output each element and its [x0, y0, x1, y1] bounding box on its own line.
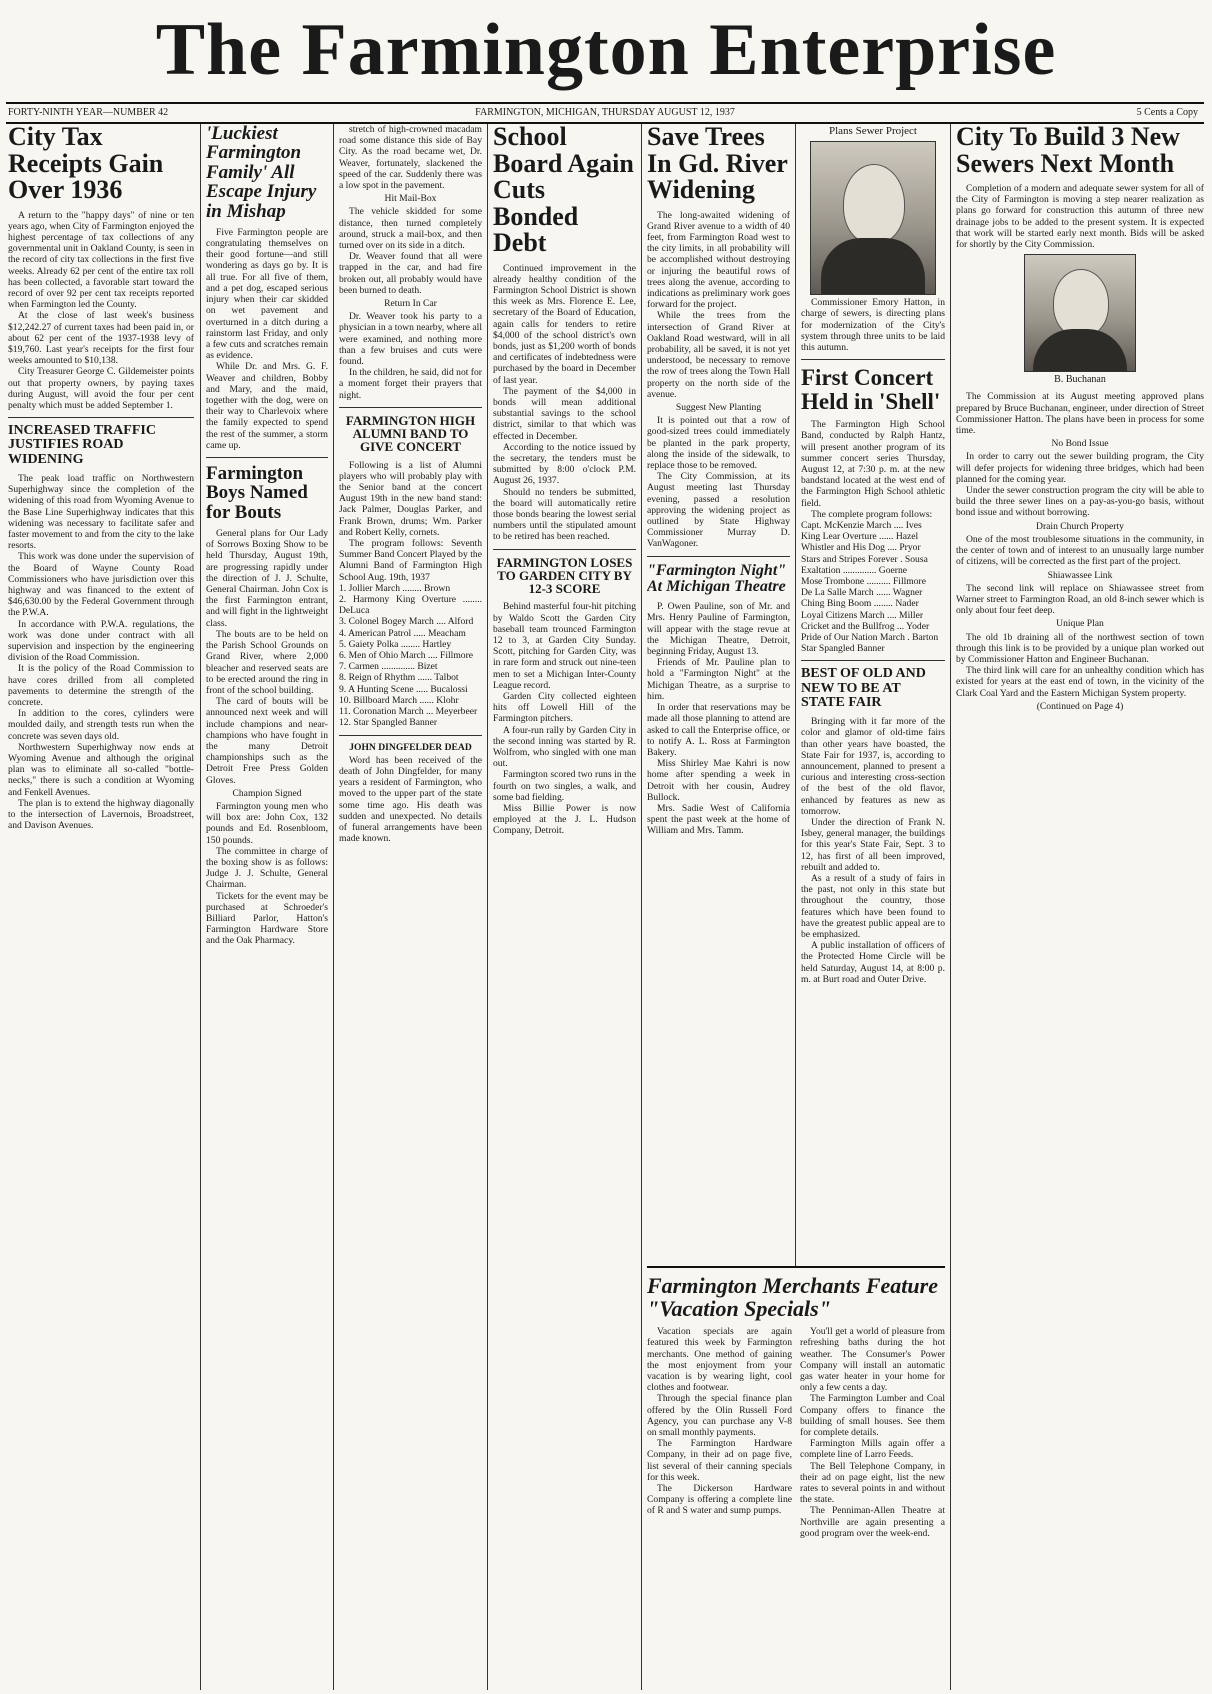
article-paragraph: The bouts are to be held on the Parish School Grounds on Grand River, where 2,000 bleacher and reserved seats are to be erected around the ring in front of the school building.	[206, 628, 328, 696]
program-item: 2. Harmony King Overture ........ DeLuca	[339, 594, 482, 617]
program-item: 9. A Hunting Scene ..... Bucalossi	[339, 683, 468, 695]
column-rule	[487, 124, 488, 1690]
article-paragraph: Northwestern Superhighway now ends at Wyoming Avenue and although the original plan was to eliminate all so-called "bottle-necks," there is such a condition at Wyoming and Fenkell Avenues.	[8, 741, 194, 798]
article-paragraph: At the close of last week's business $12,242.27 of current taxes had been paid in, or about 62 per cent of the 1937-1938 levy of $19,760. Last year's receipts for the first four weeks amounted to $10,138.	[8, 310, 194, 367]
column-rule	[641, 124, 642, 1690]
article-paragraph: Miss Billie Power is now employed at the J. L. Hudson Company, Detroit.	[493, 803, 636, 837]
article-paragraph: Farmington young men who will box are: John Cox, 132 pounds and Ed. Rosenbloom, 150 pounds.	[206, 800, 328, 846]
article-paragraph: Five Farmington people are congratulating themselves on their good fortune—and still wondering as days go by. It is all true. For all five of them, and a pet dog, escaped serious injury when their car skidded on wet pavement and overturned in a ditch during a rainstorm last Friday, and only a few cuts and scratches remain as evidence.	[206, 226, 328, 362]
column-rule	[950, 124, 951, 1690]
article-paragraph: The vehicle skidded for some distance, then turned completely around, struck a mail-box, and then turned over on its side in a ditch.	[339, 206, 482, 252]
article-paragraph: A four-run rally by Garden City in the second inning was started by R. Wolfrom, who singled with one man out.	[493, 724, 636, 770]
article-paragraph: Continued improvement in the already healthy condition of the Farmington School District is shown this week as Mrs. Florence E. Lee, secretary of the Board of Education, again calls for tenders to retire $4,000 of the school district's own bonds, just as $1,200 worth of bonds and certificates of indebtedness were purchased by the board in December of last year.	[493, 262, 636, 386]
article-paragraph: As a result of a study of fairs in the past, not only in this state but throughout the country, those features which have been found to have the greatest public appeal are to be emphasized.	[801, 873, 945, 941]
program-item: King Lear Overture ...... Hazel	[801, 531, 919, 543]
article-paragraph: Under the direction of Frank N. Isbey, general manager, the buildings for this year's State Fair, Sept. 3 to 12, has first of all been improved, rebuilt and added to.	[801, 817, 945, 873]
divider	[801, 359, 945, 360]
headline-boys-bouts: Farmington Boys Named for Bouts	[206, 462, 308, 523]
article-paragraph: The Penniman-Allen Theatre at Northville are again presenting a good program over the week-end.	[800, 1505, 945, 1539]
article-paragraph: In the children, he said, did not for a moment forget their prayers that night.	[339, 367, 482, 401]
merchants-article	[647, 1266, 945, 1692]
issue-number: FORTY-NINTH YEAR—NUMBER 42	[8, 107, 169, 118]
article-paragraph: The card of bouts will be announced next week and will include champions and near-champions who have fought in the many Detroit championships such as the Detroit Free Press Golden Gloves.	[206, 696, 328, 786]
merchants-columns	[647, 1326, 945, 1539]
program-item: Star Spangled Banner	[801, 643, 885, 655]
column-2	[206, 124, 328, 1690]
article-paragraph: In accordance with P.W.A. regulations, the work was done under contract with all supervision and inspection by the engineering division of the Road Commission.	[8, 618, 194, 664]
headline-garden-city: FARMINGTON LOSES TO GARDEN CITY BY 12-3 SCORE	[496, 554, 633, 597]
subhead: Hit Mail-Box	[384, 193, 437, 205]
article-paragraph: The old 1b draining all of the northwest section of town through this link is to be provided by a unique plan worked out by Commissioner Hatton and Engineer Buchanan.	[956, 631, 1204, 665]
article-paragraph: One of the most troublesome situations in the community, in the center of town and of interest to an unusually large number of citizens, will be corrected as the first part of the project.	[956, 533, 1204, 568]
subhead: Champion Signed	[232, 787, 302, 799]
headline-tax-receipts: City Tax Receipts Gain Over 1936	[8, 124, 164, 205]
article-paragraph: This work was done under the supervision of the Board of Wayne County Road Commissioners who have jurisdiction over this highway and was financed to the extent of $46,630.00 by the Federal Government through the P.W.A.	[8, 551, 194, 619]
headline-state-fair: BEST OF OLD AND NEW TO BE AT STATE FAIR	[801, 666, 926, 710]
program-item: Cricket and the Bullfrog ... Yoder	[801, 620, 930, 632]
article-paragraph: The second link will replace on Shiawassee street from Warner street to Farmington Road, an old 8-inch sewer which is only about four feet deep.	[956, 582, 1204, 617]
column-6	[801, 124, 945, 1264]
portrait-coat	[821, 238, 925, 294]
program-item: 3. Colonel Bogey March .... Alford	[339, 616, 474, 628]
article-paragraph: Miss Shirley Mae Kahri is now home after spending a week in Detroit with her cousin, Audrey Bullock.	[647, 758, 790, 803]
article-paragraph: The committee in charge of the boxing show is as follows: Judge J. J. Schulte, General Chairman.	[206, 845, 328, 891]
program-item: 12. Star Spangled Banner	[339, 717, 438, 729]
subhead: Suggest New Planting	[675, 402, 762, 413]
article-paragraph: Tickets for the event may be purchased at Schroeder's Billiard Parlor, Hatton's Farmington Hardware Store and the Oak Pharmacy.	[206, 890, 328, 947]
program-item: Capt. McKenzie March .... Ives	[801, 519, 922, 531]
article-paragraph: A return to the "happy days" of nine or ten years ago, when City of Farmington enjoyed the highest percentage of tax collections of any governmental unit in Oakland County, is seen in the record of city tax collections in the first five weeks. Already 62 per cent of the entire tax roll has been collected, a favorable start toward the record of over 92 per cent tax receipts reported when Farmington led the County.	[8, 209, 194, 311]
article-paragraph: The Bell Telephone Company, in their ad on page eight, list the new rates to several points in and without the state.	[800, 1460, 945, 1506]
article-paragraph: Mrs. Sadie West of California spent the past week at the home of William and Mrs. Tamm.	[647, 802, 790, 837]
headline-new-sewers: City To Build 3 New Sewers Next Month	[956, 124, 1180, 178]
article-paragraph: General plans for Our Lady of Sorrows Boxing Show to be held Thursday, August 19th, are progressing rapidly under the direction of J. J. Schulte, General Chairman. John Cox is the first Farmington entrant, and will fight in the lightweight class.	[206, 528, 328, 629]
portrait-coat	[1033, 329, 1127, 371]
article-paragraph: According to the notice issued by the secretary, the tenders must be submitted by 8:00 o'clock P.M. August 26, 1937.	[493, 441, 636, 487]
article-paragraph: The program follows: Seventh Summer Band Concert Played by the Alumni Band of Farmington High School Aug. 19th, 1937	[339, 538, 482, 583]
article-paragraph: Garden City collected eighteen hits off Lowell Hill of the Farmington pitchers.	[493, 691, 636, 725]
merchants-left	[647, 1326, 792, 1539]
article-paragraph: In order to carry out the sewer building program, the City will defer projects for widening three bridges, which had been planned for the coming year.	[956, 451, 1204, 485]
subhead: Shiawassee Link	[1047, 569, 1113, 581]
program-item: Whistler and His Dog .... Pryor	[801, 542, 921, 554]
portrait-face	[843, 164, 905, 244]
photo-kicker: Plans Sewer Project	[829, 125, 917, 137]
article-paragraph: While Dr. and Mrs. G. F. Weaver and children, Bobby and Mary, and the maid, together with the dog, were on their way to Charlevoix where the family expected to spend the rest of the summer, a storm came up.	[206, 361, 328, 451]
column-7	[956, 124, 1204, 1690]
article-paragraph: The Dickerson Hardware Company is offering a complete line of R and S water and sump pumps.	[647, 1483, 792, 1517]
price: 5 Cents a Copy	[1136, 107, 1198, 118]
program-item: De La Salle March ...... Wagner	[801, 587, 923, 599]
merchants-right	[800, 1326, 945, 1539]
program-item: Pride of Our Nation March . Barton	[801, 631, 939, 643]
column-3	[339, 124, 482, 1690]
program-item: 6. Men of Ohio March .... Fillmore	[339, 650, 474, 662]
column-rule	[333, 124, 334, 1690]
article-paragraph: The Commission at its August meeting approved plans prepared by Bruce Buchanan, engineer, under direction of Street Commissioner Hatton. The plans have been in process for some time.	[956, 391, 1204, 437]
place-date: FARMINGTON, MICHIGAN, THURSDAY AUGUST 12, 1937	[475, 107, 735, 118]
column-5	[647, 124, 790, 1264]
article-paragraph: Farmington Mills again offer a complete line of Larro Feeds.	[800, 1438, 945, 1461]
article-paragraph: Bringing with it far more of the color and glamor of old-time fairs than other years have boasted, the State Fair for 1937, is, according to announcement, planned to present a curious and interesting cross-section of the best of the old flavor, enhanced by features as new as tomorrow.	[801, 716, 945, 817]
subhead: Return In Car	[384, 298, 437, 310]
program-item: Mose Trombone .......... Fillmore	[801, 575, 926, 587]
article-paragraph: Behind masterful four-hit pitching by Waldo Scott the Garden City baseball team trounced Farmington 12 to 3, at Garden City Sunday. Scott, pitching for Garden City, was in rare form and struck out nine-teen men to set a Michigan Inter-County League record.	[493, 601, 636, 691]
article-paragraph: stretch of high-crowned macadam road some distance this side of Bay City. As the road became wet, Dr. Weaver, fortunately, slackened the speed of the car. Suddenly there was a low spot in the pavement.	[339, 124, 482, 192]
column-rule	[200, 124, 201, 1690]
program-list	[801, 520, 945, 654]
divider	[801, 660, 945, 661]
divider	[647, 556, 790, 557]
article-paragraph: P. Owen Pauline, son of Mr. and Mrs. Henry Pauline of Farmington, will appear with the stage revue at the Michigan Theatre, Detroit, beginning Friday, August 13.	[647, 601, 790, 658]
divider	[206, 457, 328, 458]
column-1	[8, 124, 194, 1690]
headline-traffic: INCREASED TRAFFIC JUSTIFIES ROAD WIDENING	[8, 423, 156, 467]
program-item: 5. Gaiety Polka ........ Hartley	[339, 638, 452, 650]
headline-first-concert: First Concert Held in 'Shell'	[801, 365, 941, 414]
photo-caption-text: Commissioner Emory Hatton, in charge of sewers, is directing plans for modernization of the City's system through three units to be laid this autumn.	[801, 297, 945, 354]
article-paragraph: You'll get a world of pleasure from refreshing baths during the hot weather. The Consumer's Power Company will install an automatic gas water heater in your home for only a few cents a day.	[800, 1326, 945, 1394]
article-paragraph: It is the policy of the Road Commission to have cores drilled from all completed pavements to determine the strength of the concrete.	[8, 663, 194, 709]
headline-farmington-night: "Farmington Night" At Michigan Theatre	[647, 561, 787, 595]
article-paragraph: Under the sewer construction program the city will be able to build the three sewer lines on a pay-as-you-go basis, without bond issue and without borrowing.	[956, 485, 1204, 519]
divider	[339, 407, 482, 408]
masthead: The Farmington Enterprise	[155, 9, 1057, 91]
program-item: Stars and Stripes Forever . Sousa	[801, 553, 928, 565]
article-paragraph: The plan is to extend the highway diagonally to the intersection of Lavernois, Broadstreet, and Davison Avenues.	[8, 797, 194, 832]
portrait-buchanan	[1024, 254, 1136, 372]
subhead: No Bond Issue	[1051, 438, 1109, 450]
program-item: Loyal Citizens March .... Miller	[801, 609, 924, 621]
article-paragraph: Farmington scored two runs in the fourth on two singles, a walk, and some bad fielding.	[493, 769, 636, 803]
headline-merchants: Farmington Merchants Feature "Vacation Specials"	[647, 1273, 938, 1322]
dateline-bar	[6, 102, 1204, 124]
portrait-face	[1053, 269, 1109, 337]
article-paragraph: Vacation specials are again featured this week by Farmington merchants. One method of gaining the most enjoyment from your vacation is by wearing light, cool clothes and footwear.	[647, 1326, 792, 1394]
program-list	[339, 583, 482, 729]
article-paragraph: The Farmington Hardware Company, in their ad on page five, list several of their canning specials for this week.	[647, 1438, 792, 1483]
headline-save-trees: Save Trees In Gd. River Widening	[647, 124, 788, 205]
article-paragraph: The Farmington Lumber and Coal Company offers to finance the building of small houses. See them for complete details.	[800, 1393, 945, 1439]
article-paragraph: In addition to the cores, cylinders were moulded daily, and strength tests run when the concrete was seven days old.	[8, 708, 194, 742]
headline-dingfelder: JOHN DINGFELDER DEAD	[349, 741, 472, 753]
article-paragraph: Following is a list of Alumni players who will probably play with the Senior band at the concert August 19th in the new band stand: Jack Palmer, Douglas Parker, and Frank Brown, drums; Wm. Parker and Robert Kelly, cornets.	[339, 459, 482, 538]
divider	[8, 417, 194, 418]
article-paragraph: Friends of Mr. Pauline plan to hold a "Farmington Night" at the Michigan Theatre, as a surprise to him.	[647, 657, 790, 702]
program-item: 4. American Patrol ..... Meacham	[339, 627, 466, 639]
article-paragraph: City Treasurer George C. Gildemeister points out that property owners, by paying taxes during August, will avoid the four per cent penalty which must be added September 1.	[8, 366, 194, 411]
article-paragraph: The complete program follows:	[811, 508, 933, 520]
article-paragraph: A public installation of officers of the Protected Home Circle will be held Saturday, August 14, at 8:00 p. m. at Burt road and Outer Drive.	[801, 940, 945, 985]
article-paragraph: The Farmington High School Band, conducted by Ralph Hantz, will present another program of its summer concert series Thursday, August 12, at 7:30 p. m. at the new bandstand located at the west end of the Farmington High School athletic field.	[801, 419, 945, 509]
subhead: Drain Church Property	[1036, 520, 1124, 532]
headline-school-board: School Board Again Cuts Bonded Debt	[493, 124, 634, 258]
article-paragraph: In order that reservations may be made all those planning to attend are asked to call the Enterprise office, or to notify A. L. Ross at Farmington Bakery.	[647, 702, 790, 758]
divider	[339, 735, 482, 736]
subhead: Unique Plan	[1056, 618, 1104, 630]
article-paragraph: Word has been received of the death of John Dingfelder, for many years a resident of Farmington, who moved to the upper part of the state some time ago. His death was sudden and unexpected. No details of funeral arrangements have been made known.	[339, 754, 482, 845]
article-paragraph: The City Commission, at its August meeting last Thursday evening, passed a resolution approving the widening project as outlined by State Highway Commissioner Murray D. VanWagoner.	[647, 471, 790, 550]
program-item: Ching Bing Boom ........ Nader	[801, 598, 919, 610]
program-item: 7. Carmen .............. Bizet	[339, 661, 438, 673]
article-paragraph: Through the special finance plan offered by the Olin Russell Ford Agency, you can purchase any V-8 on small monthly payments.	[647, 1393, 792, 1439]
article-paragraph: The third link will care for an unhealthy condition which has existed for years at the east end of town, in the vicinity of the Clark Coal Yard and the Eastern Michigan System property.	[956, 665, 1204, 699]
headline-luckiest-family: 'Luckiest Farmington Family' All Escape Injury in Mishap	[206, 124, 317, 222]
program-item: 10. Billboard March ...... Klohr	[339, 694, 459, 706]
program-item: 11. Coronation March ... Meyerbeer	[339, 706, 478, 718]
article-paragraph: Dr. Weaver found that all were trapped in the car, and had fire broken out, all probably would have been burned to death.	[339, 251, 482, 296]
article-paragraph: Should no tenders be submitted, the board will automatically retire those bonds bearing the lowest serial numbers until the stipulated amount to be retired has been reached.	[493, 486, 636, 543]
column-4	[493, 124, 636, 1690]
continued-note: (Continued on Page 4)	[1036, 700, 1124, 712]
headline-alumni-band: FARMINGTON HIGH ALUMNI BAND TO GIVE CONCERT	[345, 412, 476, 455]
divider	[493, 549, 636, 550]
article-paragraph: The peak load traffic on Northwestern Superhighway since the completion of the widening of this road from Wyoming Avenue to the Base Line Superhighway indicates that this widening was necessary to facilitate safer and faster movement to and from the city to the lake resorts.	[8, 473, 194, 552]
program-item: 1. Jollier March ........ Brown	[339, 582, 451, 594]
article-paragraph: The payment of the $4,000 in bonds will mean additional substantial savings to the school district, similar to that which was effected in December.	[493, 385, 636, 442]
article-paragraph: Dr. Weaver took his party to a physician in a town nearby, where all were examined, and nothing more than a few bruises and cuts were found.	[339, 311, 482, 368]
article-paragraph: While the trees from the intersection of Grand River at Oakland Road westward, will in all probability, all be saved, it is not yet understood, be necessary to remove the row of trees along the Town Hall property on the north side of the avenue.	[647, 310, 790, 400]
article-paragraph: Completion of a modern and adequate sewer system for all of the City of Farmington is moving a step nearer realization as plans go forward for construction this autumn of three new drainage jobs to be added to the present system. It is expected that work will be started early next month. Bids will be asked for shortly by the City Commission.	[956, 183, 1204, 251]
program-item: Exaltation .............. Goerne	[801, 564, 908, 576]
portrait-photo	[810, 141, 936, 295]
article-paragraph: It is pointed out that a row of good-sized trees could immediately be planted in the park property, along the inside of the sidewalk, to replace those to be removed.	[647, 415, 790, 472]
photo-caption: B. Buchanan	[1054, 374, 1106, 386]
program-item: 8. Reign of Rhythm ...... Talbot	[339, 672, 459, 684]
article-paragraph: The long-awaited widening of Grand River avenue to a width of 40 feet, from Farmington Road west to the city limits, in all probability will be accomplished without destroying or injuring the beautiful rows of trees along the avenue, according to indications as preliminary work goes forward for the project.	[647, 209, 790, 311]
